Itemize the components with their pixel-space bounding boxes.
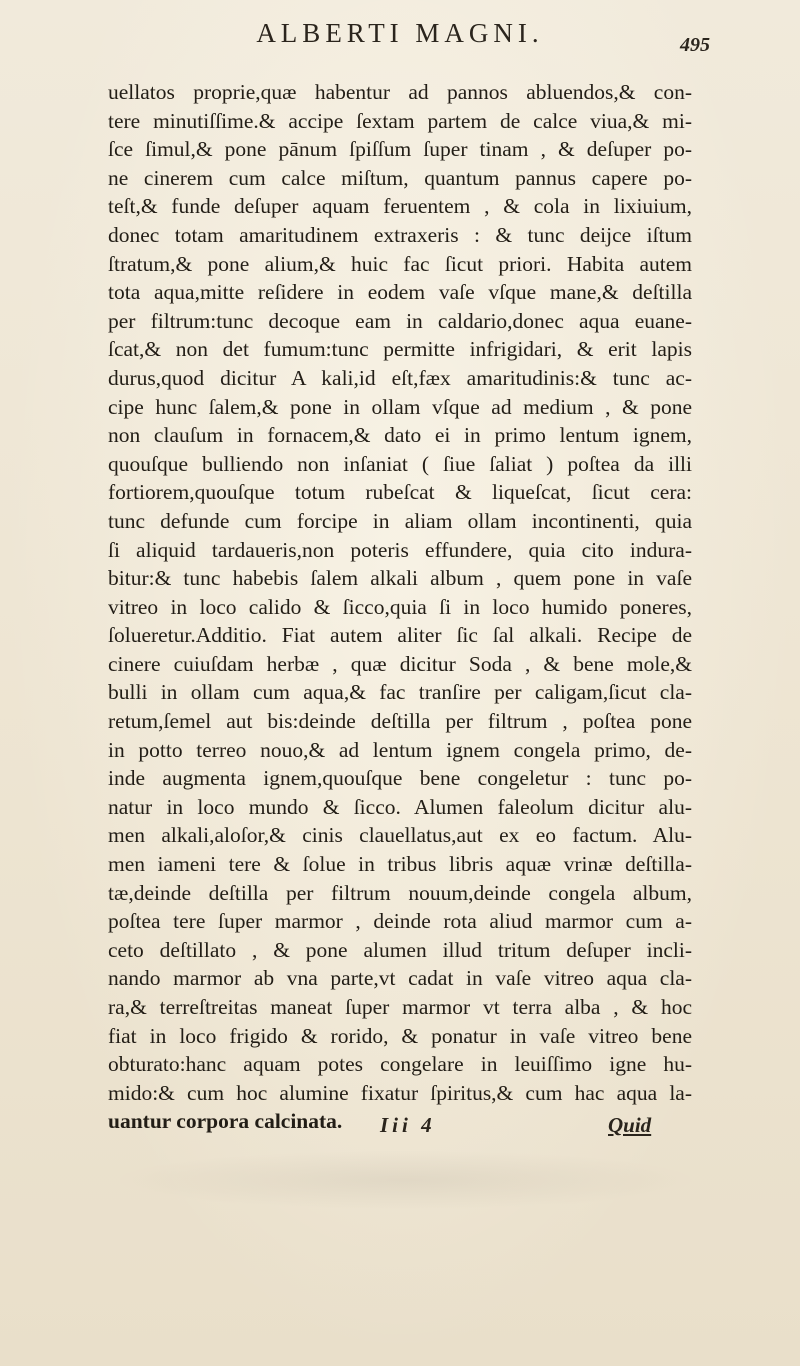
- text-line: durus,quod dicitur A kali,id eſt,fæx amaritudinis:& tunc ac-: [108, 365, 692, 390]
- text-line: cipe hunc ſalem,& pone in ollam vſque ad medium , & pone: [108, 394, 692, 419]
- text-line: uantur corpora calcinata.: [108, 1109, 343, 1134]
- page-footer: [0, 1113, 800, 1143]
- text-line: fortiorem,quouſque totum rubeſcat & liqueſcat, ſicut cera:: [108, 480, 692, 505]
- text-line: per filtrum:tunc decoque eam in caldario,donec aqua euane-: [108, 308, 692, 333]
- text-line: tunc defunde cum forcipe in aliam ollam incontinenti, quia: [108, 508, 692, 533]
- text-line: ſolueretur.Additio. Fiat autem aliter ſic ſal alkali. Recipe de: [108, 623, 692, 648]
- text-line: fiat in loco frigido & rorido, & ponatur in vaſe vitreo bene: [108, 1023, 692, 1048]
- text-line: poſtea tere ſuper marmor , deinde rota aliud marmor cum a-: [108, 909, 692, 934]
- text-line: ſce ſimul,& pone pānum ſpiſſum ſuper tinam , & deſuper po-: [108, 137, 692, 162]
- running-head: ALBERTI MAGNI.: [256, 18, 544, 48]
- text-line: donec totam amaritudinem extraxeris : & tunc deijce iſtum: [108, 222, 692, 247]
- text-line: ra,& terreſtreitas maneat ſuper marmor vt terra alba , & hoc: [108, 995, 692, 1019]
- text-line: ſcat,& non det fumum:tunc permitte infrigidari, & erit lapis: [108, 337, 692, 362]
- text-line: inde augmenta ignem,quouſque bene congeletur : tunc po-: [108, 766, 692, 791]
- catchword: Quid: [608, 1113, 652, 1137]
- text-line: quouſque bulliendo non inſaniat ( ſiue ſaliat ) poſtea da illi: [108, 451, 692, 476]
- text-line: ſi aliquid tardaueris,non poteris effundere, quia cito indura-: [108, 537, 692, 562]
- text-line: mido:& cum hoc alumine fixatur ſpiritus,& cum hac aqua la-: [108, 1080, 692, 1105]
- text-line: bulli in ollam cum aqua,& fac tranſire per caligam,ſicut cla-: [108, 680, 692, 705]
- text-line: natur in loco mundo & ſicco. Alumen faleolum dicitur alu-: [108, 794, 692, 819]
- text-line: obturato:hanc aquam potes congelare in leuiſſimo igne hu-: [108, 1052, 692, 1077]
- text-line: vitreo in loco calido & ſicco,quia ſi in loco humido poneres,: [108, 594, 692, 619]
- text-line: men iameni tere & ſolue in tribus libris aquæ vrinæ deſtilla-: [108, 852, 692, 877]
- text-line: bitur:& tunc habebis ſalem alkali album , quem pone in vaſe: [108, 566, 692, 591]
- text-line: ceto deſtillato , & pone alumen illud tritum deſuper incli-: [108, 937, 692, 962]
- text-line: cinere cuiuſdam herbæ , quæ dicitur Soda , & bene mole,&: [108, 651, 692, 676]
- text-line: tæ,deinde deſtilla per filtrum nouum,deinde congela album,: [108, 880, 692, 905]
- text-line: teſt,& funde deſuper aquam feruentem , & cola in lixiuium,: [108, 194, 692, 219]
- page-stain: [110, 1150, 700, 1210]
- text-line: tota aqua,mitte reſidere in eodem vaſe vſque mane,& deſtilla: [108, 280, 692, 305]
- text-line: ne cinerem cum calce miſtum, quantum pannus capere po-: [108, 165, 692, 190]
- text-line: ſtratum,& pone alium,& huic fac ſicut priori. Habita autem: [108, 251, 692, 276]
- page-number: 495: [680, 34, 710, 56]
- text-line: uellatos proprie,quæ habentur ad pannos abluendos,& con-: [108, 80, 692, 104]
- text-line: tere minutiſſime.& accipe ſextam partem de calce viua,& mi-: [108, 108, 692, 133]
- page-header: [0, 16, 800, 60]
- text-line: retum,ſemel aut bis:deinde deſtilla per filtrum , poſtea pone: [108, 709, 692, 734]
- text-line: men alkali,aloſor,& cinis clauellatus,aut ex eo factum. Alu-: [108, 823, 692, 848]
- signature-mark: Iii 4: [380, 1113, 436, 1137]
- text-line: in potto terreo nouo,& ad lentum ignem congela primo, de-: [108, 737, 692, 762]
- body-text: [108, 78, 692, 1136]
- text-line: non clauſum in fornacem,& dato ei in primo lentum ignem,: [108, 423, 692, 448]
- text-line: nando marmor ab vna parte,vt cadat in vaſe vitreo aqua cla-: [108, 966, 692, 991]
